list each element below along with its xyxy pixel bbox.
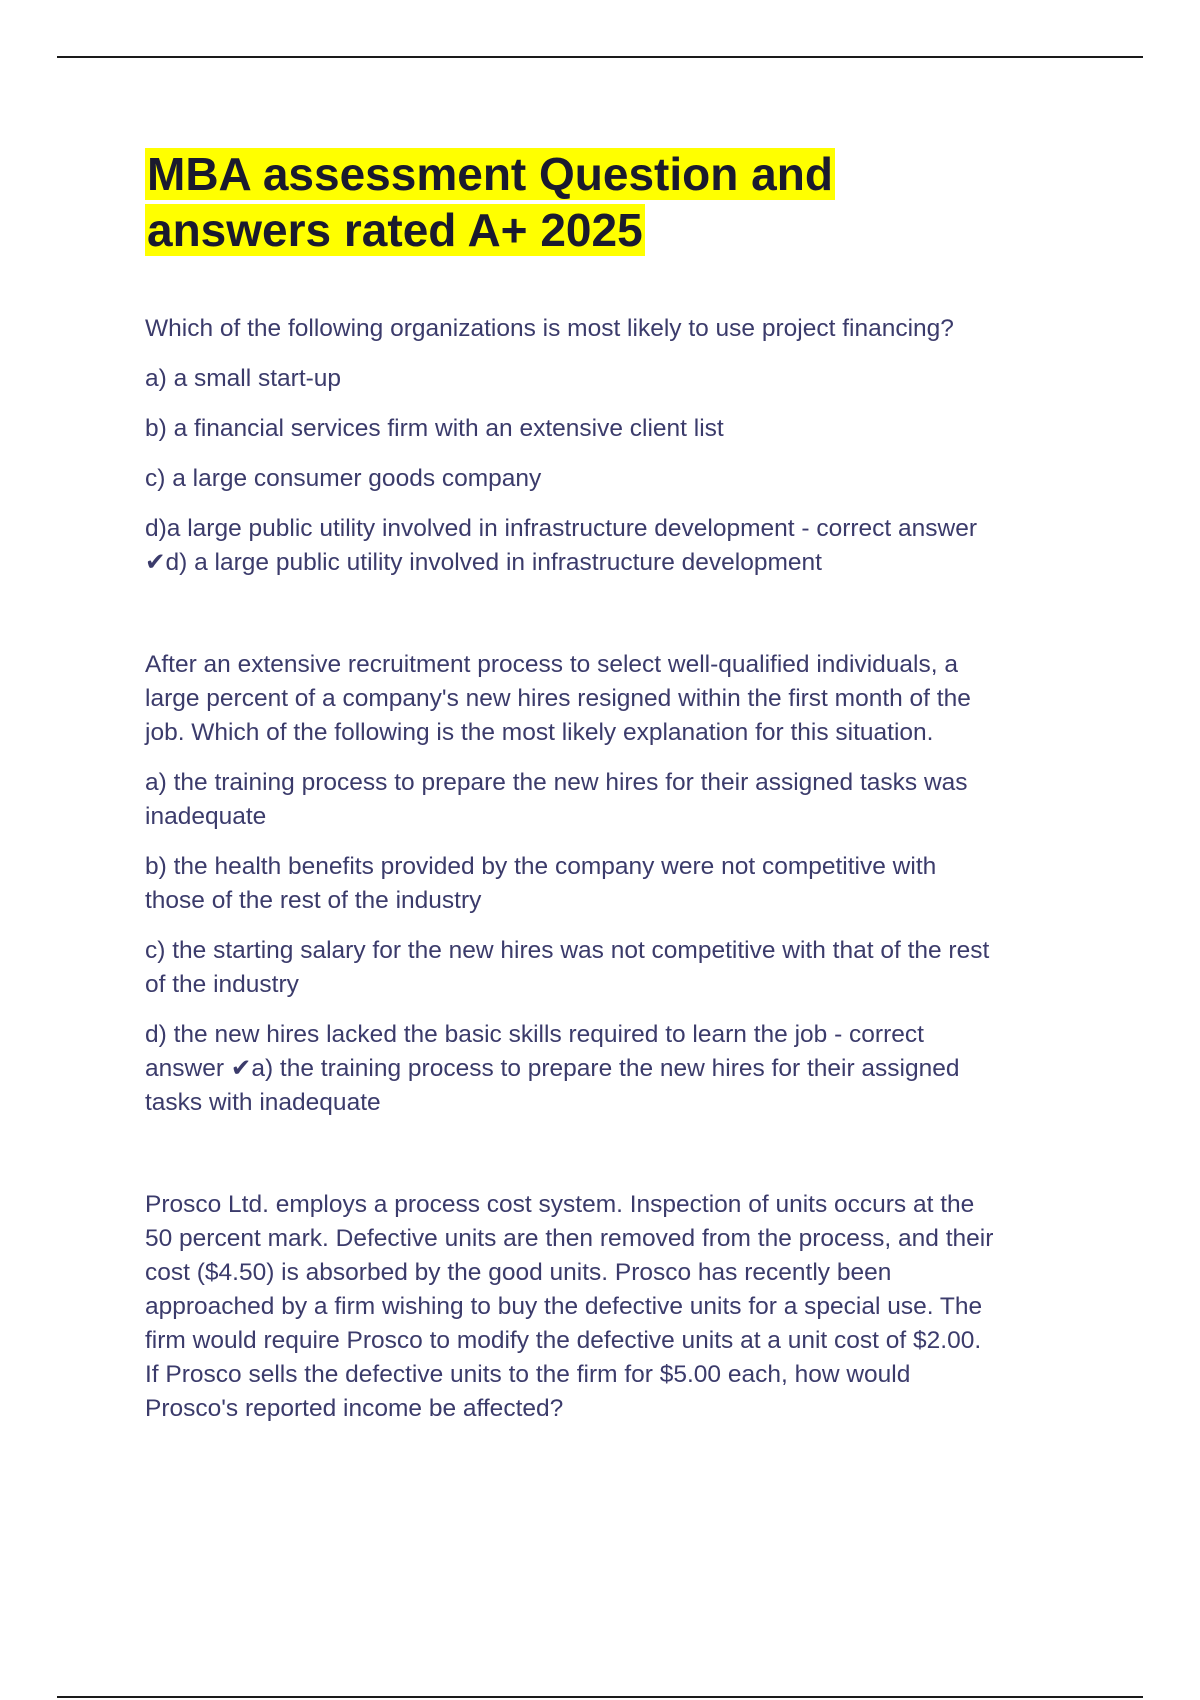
answer-option-b: b) a financial services firm with an extensive client list: [145, 415, 724, 442]
title-line-2: answers rated A+ 2025: [147, 204, 643, 256]
answer-option-d: d) the new hires lacked the basic skills required to learn the job - correct answer ✔a) the training process to prepare the new hires for their assigned tasks with inadequate: [145, 1021, 960, 1116]
question-block-2: [145, 648, 1095, 1120]
title-line-1: MBA assessment Question and: [147, 148, 833, 200]
question-text: Prosco Ltd. employs a process cost system. Inspection of units occurs at the 50 percent mark. Defective units are then removed from the process, and their cost ($4.50) is absorbed by the good units. Prosco has recently been approached by a firm wishing to buy the defective units for a special use. The firm would require Prosco to modify the defective units at a unit cost of $2.00. If Prosco sells the defective units to the firm for $5.00 each, how would Prosco's reported income be affected?: [145, 1191, 994, 1422]
answer-option-d: d)a large public utility involved in infrastructure development - correct answer ✔d) a large public utility involved in infrastructure development: [145, 515, 978, 576]
document-body: [145, 146, 1095, 1442]
question-text: After an extensive recruitment process to select well-qualified individuals, a large percent of a company's new hires resigned within the first month of the job. Which of the following is the most likely explanation for this situation.: [145, 651, 971, 746]
question-block-1: [145, 312, 1095, 580]
question-text: Which of the following organizations is most likely to use project financing?: [145, 315, 954, 342]
bottom-rule: [57, 1696, 1143, 1698]
top-rule: [57, 56, 1143, 58]
answer-option-a: a) a small start-up: [145, 365, 342, 392]
answer-option-c: c) a large consumer goods company: [145, 465, 542, 492]
section-gap: [145, 596, 1095, 648]
question-block-3: [145, 1188, 1095, 1426]
section-gap: [145, 1136, 1095, 1188]
answer-option-c: c) the starting salary for the new hires was not competitive with that of the rest of the industry: [145, 937, 990, 998]
document-title: [145, 146, 1095, 258]
answer-option-a: a) the training process to prepare the new hires for their assigned tasks was inadequate: [145, 769, 968, 830]
answer-option-b: b) the health benefits provided by the company were not competitive with those of the rest of the industry: [145, 853, 937, 914]
